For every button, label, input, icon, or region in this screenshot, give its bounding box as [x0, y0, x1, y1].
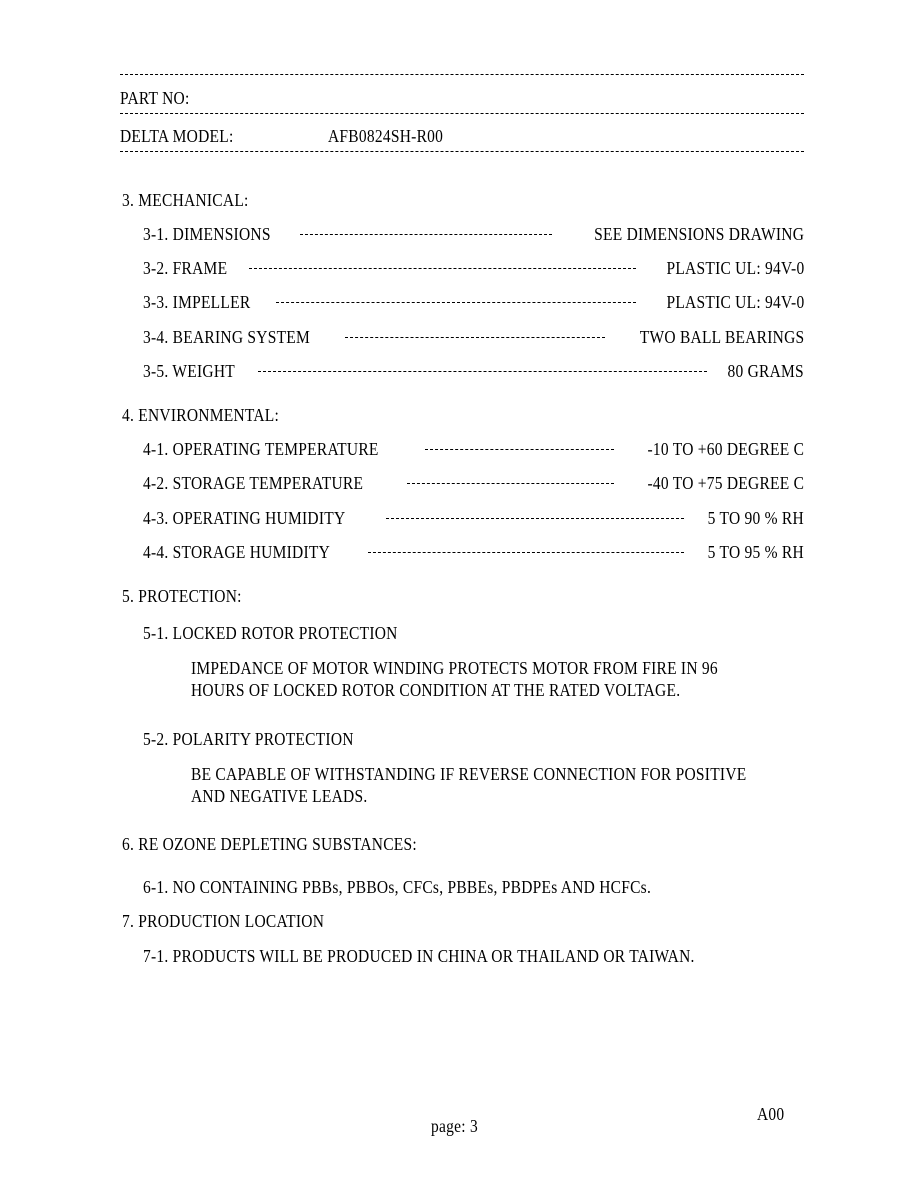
spec-row-impeller — [143, 290, 804, 314]
spec-value: -40 TO +75 DEGREE C — [647, 472, 804, 493]
spec-value: -10 TO +60 DEGREE C — [647, 438, 804, 459]
leader-dashes — [276, 302, 636, 303]
leader-dashes — [386, 518, 684, 519]
header-rule-bottom — [120, 151, 804, 152]
spec-row-bearing-system — [143, 325, 804, 349]
paragraph-line: HOURS OF LOCKED ROTOR CONDITION AT THE RATED VOLTAGE. — [191, 680, 681, 700]
spec-label: 3-4. BEARING SYSTEM — [143, 326, 311, 347]
ozone-title: 6. RE OZONE DEPLETING SUBSTANCES: — [122, 834, 417, 854]
spec-value: TWO BALL BEARINGS — [639, 326, 804, 347]
spec-row-frame — [143, 256, 804, 280]
locked-rotor-title: 5-1. LOCKED ROTOR PROTECTION — [143, 623, 398, 643]
spec-label: 3-1. DIMENSIONS — [143, 223, 271, 244]
spec-value: PLASTIC UL: 94V-0 — [666, 291, 804, 312]
spec-label: 4-1. OPERATING TEMPERATURE — [143, 438, 379, 459]
spec-value: SEE DIMENSIONS DRAWING — [594, 223, 804, 244]
production-title: 7. PRODUCTION LOCATION — [122, 911, 325, 931]
spec-row-storage-humidity — [143, 540, 804, 564]
spec-value: 5 TO 95 % RH — [707, 541, 804, 562]
leader-dashes — [425, 449, 614, 450]
spec-label: 3-3. IMPELLER — [143, 291, 251, 312]
polarity-title: 5-2. POLARITY PROTECTION — [143, 729, 354, 749]
spec-label: 4-2. STORAGE TEMPERATURE — [143, 472, 364, 493]
header-rule-middle — [120, 113, 804, 114]
spec-value: 80 GRAMS — [727, 360, 804, 381]
page-number: page: 3 — [431, 1116, 478, 1136]
spec-label: 4-4. STORAGE HUMIDITY — [143, 541, 331, 562]
spec-label: 3-5. WEIGHT — [143, 360, 235, 381]
spec-label: 3-2. FRAME — [143, 257, 228, 278]
spec-value: 5 TO 90 % RH — [707, 507, 804, 528]
model-value: AFB0824SH-R00 — [328, 126, 444, 146]
mechanical-title: 3. MECHANICAL: — [122, 190, 249, 210]
leader-dashes — [249, 268, 636, 269]
paragraph-line: BE CAPABLE OF WITHSTANDING IF REVERSE CONNECTION FOR POSITIVE — [191, 764, 747, 784]
production-item: 7-1. PRODUCTS WILL BE PRODUCED IN CHINA OR THAILAND OR TAIWAN. — [143, 946, 695, 966]
protection-title: 5. PROTECTION: — [122, 586, 242, 606]
polarity-description — [191, 763, 810, 807]
spec-row-operating-humidity — [143, 506, 804, 530]
spec-row-storage-temperature — [143, 471, 804, 495]
ozone-item: 6-1. NO CONTAINING PBBs, PBBOs, CFCs, PBBEs, PBDPEs AND HCFCs. — [143, 877, 652, 897]
paragraph-line: AND NEGATIVE LEADS. — [191, 786, 368, 806]
locked-rotor-description — [191, 657, 810, 701]
leader-dashes — [368, 552, 684, 553]
spec-row-dimensions — [143, 222, 804, 246]
paragraph-line: IMPEDANCE OF MOTOR WINDING PROTECTS MOTOR FROM FIRE IN 96 — [191, 658, 718, 678]
spec-row-operating-temperature — [143, 437, 804, 461]
revision-code: A00 — [757, 1104, 785, 1124]
leader-dashes — [407, 483, 614, 484]
part-no-label: PART NO: — [120, 88, 190, 108]
leader-dashes — [345, 337, 604, 338]
model-label: DELTA MODEL: — [120, 126, 234, 146]
leader-dashes — [258, 371, 707, 372]
spec-value: PLASTIC UL: 94V-0 — [666, 257, 804, 278]
header-rule-top — [120, 74, 804, 75]
environmental-title: 4. ENVIRONMENTAL: — [122, 405, 280, 425]
spec-row-weight — [143, 359, 804, 383]
leader-dashes — [300, 234, 552, 235]
spec-label: 4-3. OPERATING HUMIDITY — [143, 507, 346, 528]
